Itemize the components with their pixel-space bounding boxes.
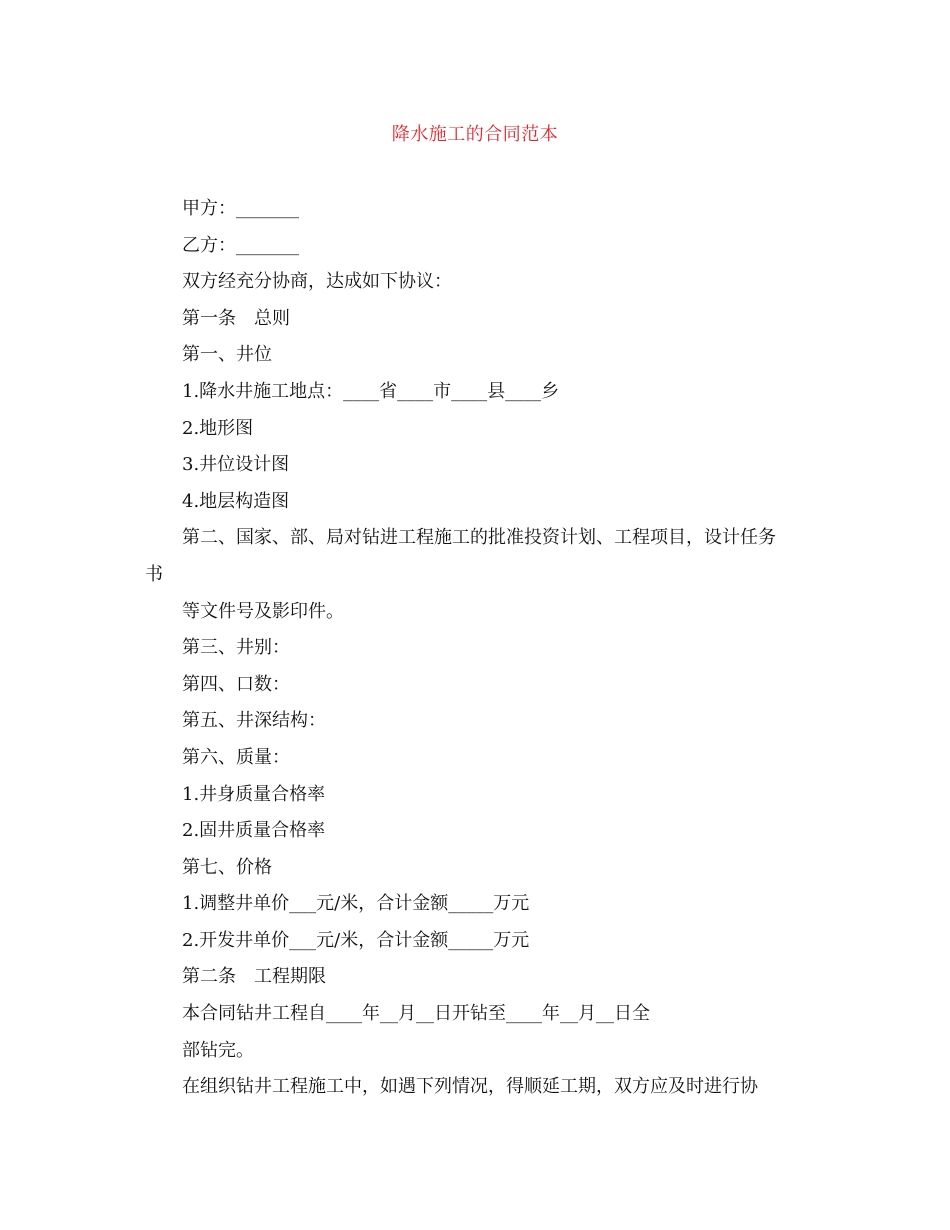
section-well-type: 第三、井别： [182, 637, 290, 659]
item-stratum-map: 4.地层构造图 [182, 490, 290, 512]
drilling-period-line: 本合同钻井工程自____年__月__日开钻至____年__月__日全 [182, 1003, 650, 1025]
item-adjustment-well-price: 1.调整井单价___元/米，合计金额_____万元 [182, 893, 530, 915]
section-well-count: 第四、口数： [182, 673, 290, 695]
party-a-line: 甲方：_______ [182, 198, 299, 219]
section-price: 第七、价格 [182, 856, 272, 878]
item-well-design-map: 3.井位设计图 [182, 454, 290, 476]
section-approval-docs: 第二、国家、部、局对钻进工程施工的批准投资计划、工程项目，设计任务 [182, 527, 776, 549]
drilling-period-cont: 部钻完。 [182, 1039, 254, 1061]
item-construction-site: 1.降水井施工地点：____省____市____县____乡 [182, 380, 560, 402]
party-b-line: 乙方：_______ [182, 234, 299, 256]
article-2-heading: 第二条 工程期限 [182, 966, 326, 988]
section-quality: 第六、质量： [182, 746, 290, 768]
section-approval-docs-cont: 等文件号及影印件。 [182, 600, 344, 622]
agreement-intro: 双方经充分协商，达成如下协议： [182, 271, 452, 293]
delay-conditions-line: 在组织钻井工程施工中，如遇下列情况，得顺延工期，双方应及时进行协 [182, 1076, 758, 1098]
item-wellbore-quality: 1.井身质量合格率 [182, 783, 326, 805]
article-1-heading: 第一条 总则 [182, 307, 290, 329]
item-development-well-price: 2.开发井单价___元/米，合计金额_____万元 [182, 929, 530, 951]
section-approval-docs-wrap: 书 [145, 563, 163, 585]
section-well-depth: 第五、井深结构： [182, 710, 326, 732]
item-cementing-quality: 2.固井质量合格率 [182, 820, 326, 842]
document-body [0, 196, 950, 1111]
section-well-location: 第一、井位 [182, 344, 272, 366]
document-title: 降水施工的合同范本 [391, 124, 559, 145]
item-topographic-map: 2.地形图 [182, 417, 254, 439]
